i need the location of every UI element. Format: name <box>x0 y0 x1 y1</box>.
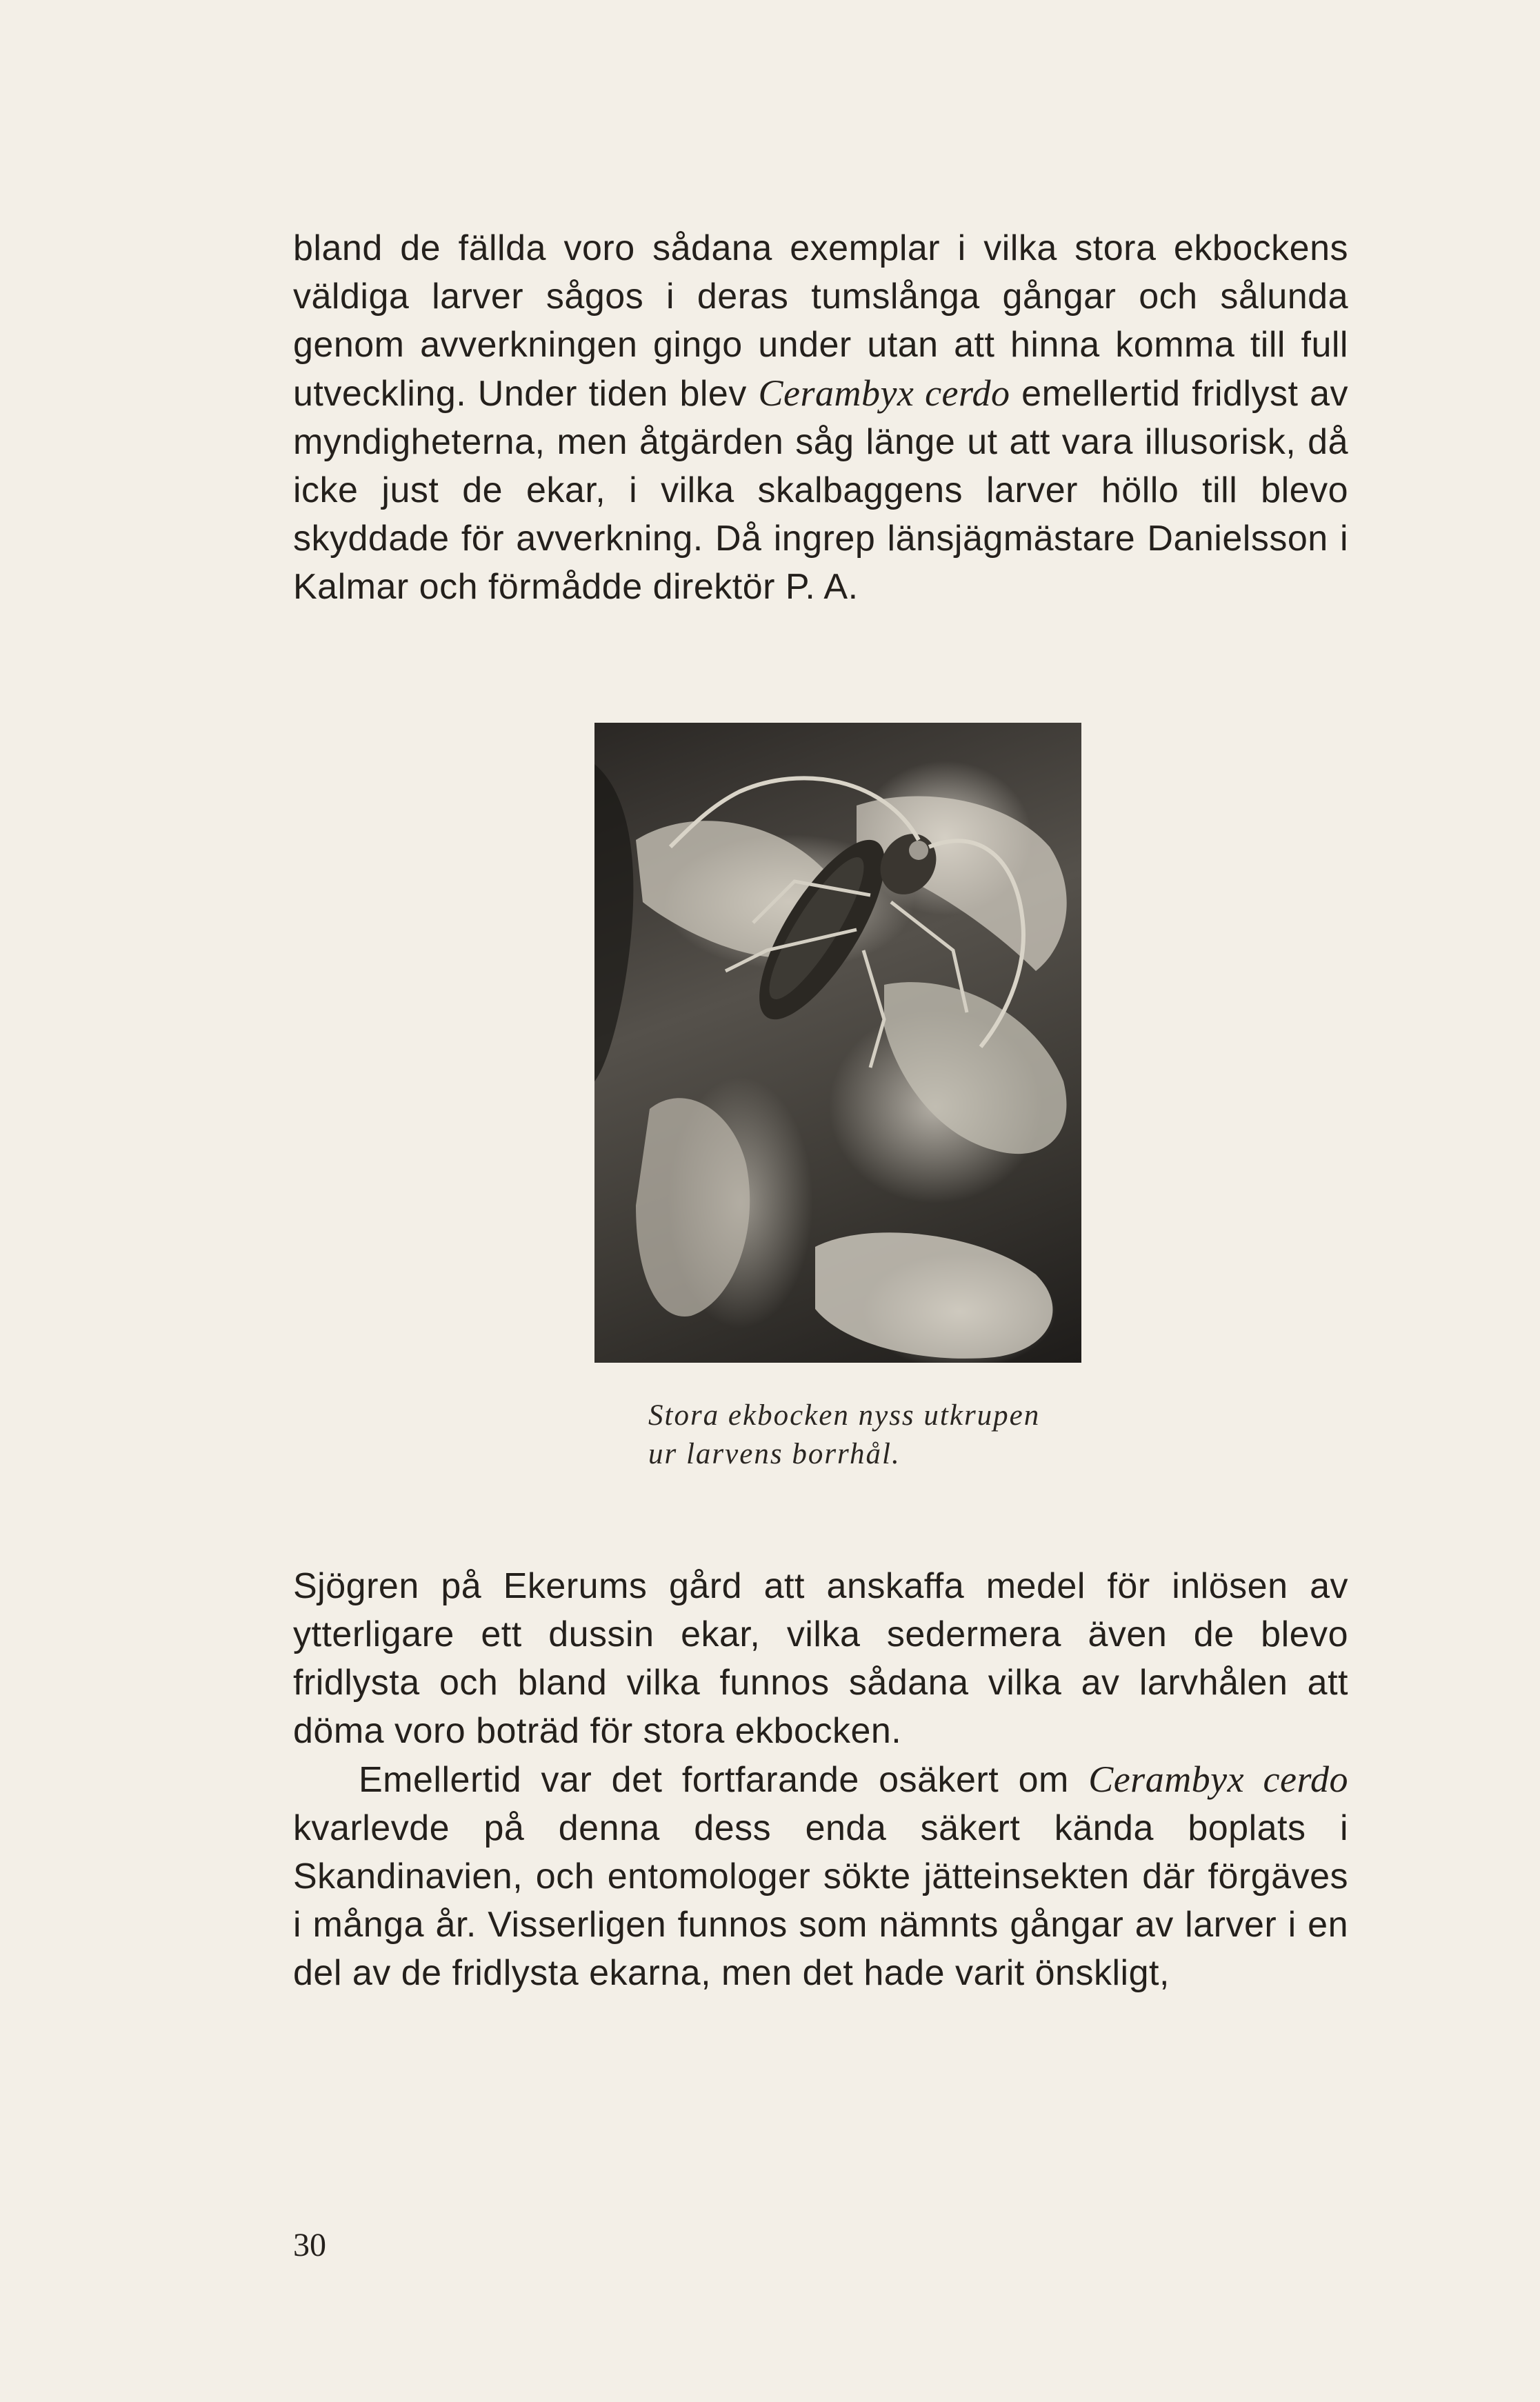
paragraph-3 <box>293 1755 1348 1997</box>
paragraph-1 <box>293 224 1348 611</box>
paragraph-1-text-b: emellertid fridlyst av myndigheterna, men åtgärden såg länge ut att vara illusorisk, då icke just de ekar, i vilka skalbaggens larver höllo till blevo skyddade för avverkning. Då ingrep länsjägmästare Danielsson i Kalmar och förmådde direktör P. A. <box>293 374 1348 607</box>
paragraph-1-text-a: bland de fällda voro sådana exemplar i vilka stora ekbockens väldiga larver sågos i deras tumslånga gångar och sålunda genom avverkningen gingo under utan att hinna komma till full utveckling. Under tiden blev <box>293 228 1348 414</box>
paragraph-bottom <box>293 1562 1348 1997</box>
beetle-illustration <box>594 723 1081 1363</box>
species-name: Cerambyx cerdo <box>758 372 1010 414</box>
paragraph-top <box>293 224 1348 611</box>
caption-line-2: ur larvens borrhål. <box>648 1438 901 1470</box>
paragraph-2: Sjögren på Ekerums gård att anskaffa medel för inlösen av ytterligare ett dussin ekar, vilka sedermera även de blevo fridlysta och bland vilka funnos sådana vilka av larvhålen att döma voro boträd för stora ekbocken. <box>293 1566 1348 1751</box>
caption-line-1: Stora ekbocken nyss utkrupen <box>648 1399 1041 1432</box>
paragraph-3-text-a: Emellertid var det fortfarande osäkert om <box>359 1760 1089 1800</box>
beetle-photograph <box>594 723 1081 1363</box>
paragraph-3-text-b: kvarlevde på denna dess enda säkert kända boplats i Skandinavien, och entomologer sökte jätteinsekten där förgäves i många år. Visserligen funnos som nämnts gångar av larver i en del av de fridlysta ekarna, men det hade varit önskligt, <box>293 1808 1348 1993</box>
figure-caption <box>648 1397 1131 1474</box>
species-name: Cerambyx cerdo <box>1088 1759 1348 1800</box>
page-number: 30 <box>293 2227 326 2263</box>
